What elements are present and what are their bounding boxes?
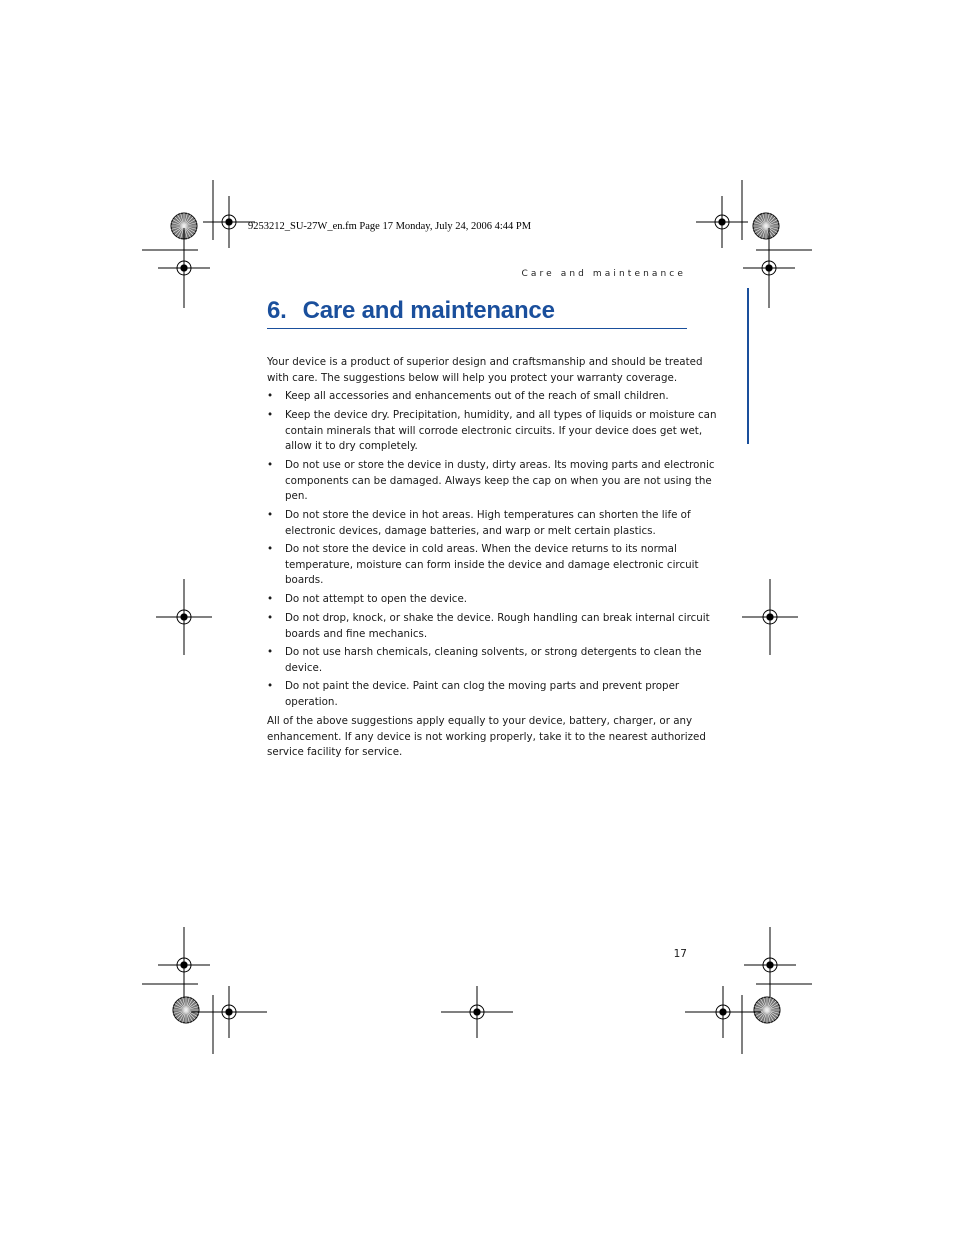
text-line: allow it to dry completely. <box>285 440 418 453</box>
intro-paragraph <box>267 355 703 386</box>
text-line: All of the above suggestions apply equally to your device, battery, charger, or any <box>267 715 693 727</box>
bullet-item <box>285 508 697 539</box>
bullet-icon: • <box>267 593 274 605</box>
bullet-icon: • <box>267 409 274 421</box>
text-line: Do not store the device in cold areas. When the device returns to its normal <box>285 543 677 555</box>
text-line: Do not store the device in hot areas. High temperatures can shorten the life of <box>285 509 691 521</box>
text-line: Do not attempt to open the device. <box>285 593 468 605</box>
registration-dot <box>766 265 772 271</box>
registration-dot <box>767 962 773 968</box>
bullet-icon: • <box>267 459 274 471</box>
chapter-side-bar <box>747 288 749 444</box>
running-head: Care and maintenance <box>521 269 686 279</box>
text-line: boards and fine mechanics. <box>285 627 428 640</box>
bullet-item <box>285 679 697 710</box>
text-line: with care. The suggestions below will help you protect your warranty coverage. <box>267 371 678 384</box>
chapter-number: 6. <box>267 297 287 324</box>
text-line: Your device is a product of superior design and craftsmanship and should be treated <box>267 356 703 368</box>
text-line: Keep all accessories and enhancements out of the reach of small children. <box>285 390 669 402</box>
text-line: Do not use harsh chemicals, cleaning solvents, or strong detergents to clean the <box>285 646 702 658</box>
text-line: device. <box>285 661 323 674</box>
registration-dot <box>226 1009 232 1015</box>
text-line: temperature, moisture can form inside the device and damage electronic circuit <box>285 558 699 571</box>
chapter-title <box>267 297 555 325</box>
bullet-item <box>285 645 702 676</box>
registration-dot <box>226 219 232 225</box>
registration-dot <box>181 962 187 968</box>
registration-dot <box>474 1009 480 1015</box>
text-line: components can be damaged. Always keep the cap on when you are not using the <box>285 474 712 487</box>
title-rule <box>267 328 687 329</box>
bullet-icon: • <box>267 390 274 402</box>
bullet-item <box>285 408 717 455</box>
registration-dot <box>720 1009 726 1015</box>
print-slug: 9253212_SU-27W_en.fm Page 17 Monday, July 24, 2006 4:44 PM <box>248 221 532 232</box>
closing-paragraph <box>267 714 706 761</box>
chapter-title-text: Care and maintenance <box>302 297 555 324</box>
text-line: pen. <box>285 490 308 503</box>
registration-dot <box>181 614 187 620</box>
bullet-item <box>285 389 697 405</box>
text-line: enhancement. If any device is not working properly, take it to the nearest authorized <box>267 730 706 743</box>
text-line: Keep the device dry. Precipitation, humidity, and all types of liquids or moisture can <box>285 409 717 421</box>
page-number: 17 <box>673 948 687 960</box>
text-line: boards. <box>285 574 324 587</box>
text-line: contain minerals that will corrode electronic circuits. If your device does get wet, <box>285 424 703 437</box>
registration-dot <box>181 265 187 271</box>
bullet-item <box>285 542 697 589</box>
text-line: operation. <box>285 695 338 708</box>
bullet-icon: • <box>267 543 274 555</box>
registration-dot <box>767 614 773 620</box>
text-line: service facility for service. <box>267 746 403 759</box>
text-line: electronic devices, damage batteries, and warp or melt certain plastics. <box>285 524 656 537</box>
bullet-icon: • <box>267 509 274 521</box>
bullet-item <box>285 458 715 505</box>
bullet-item <box>285 611 710 642</box>
bullet-item <box>285 592 697 608</box>
text-line: Do not paint the device. Paint can clog the moving parts and prevent proper <box>285 680 680 692</box>
text-line: Do not use or store the device in dusty, dirty areas. Its moving parts and electronic <box>285 459 715 471</box>
bullet-icon: • <box>267 612 274 624</box>
bullet-icon: • <box>267 646 274 658</box>
bullet-icon: • <box>267 680 274 692</box>
text-line: Do not drop, knock, or shake the device. Rough handling can break internal circuit <box>285 612 710 624</box>
registration-dot <box>719 219 725 225</box>
